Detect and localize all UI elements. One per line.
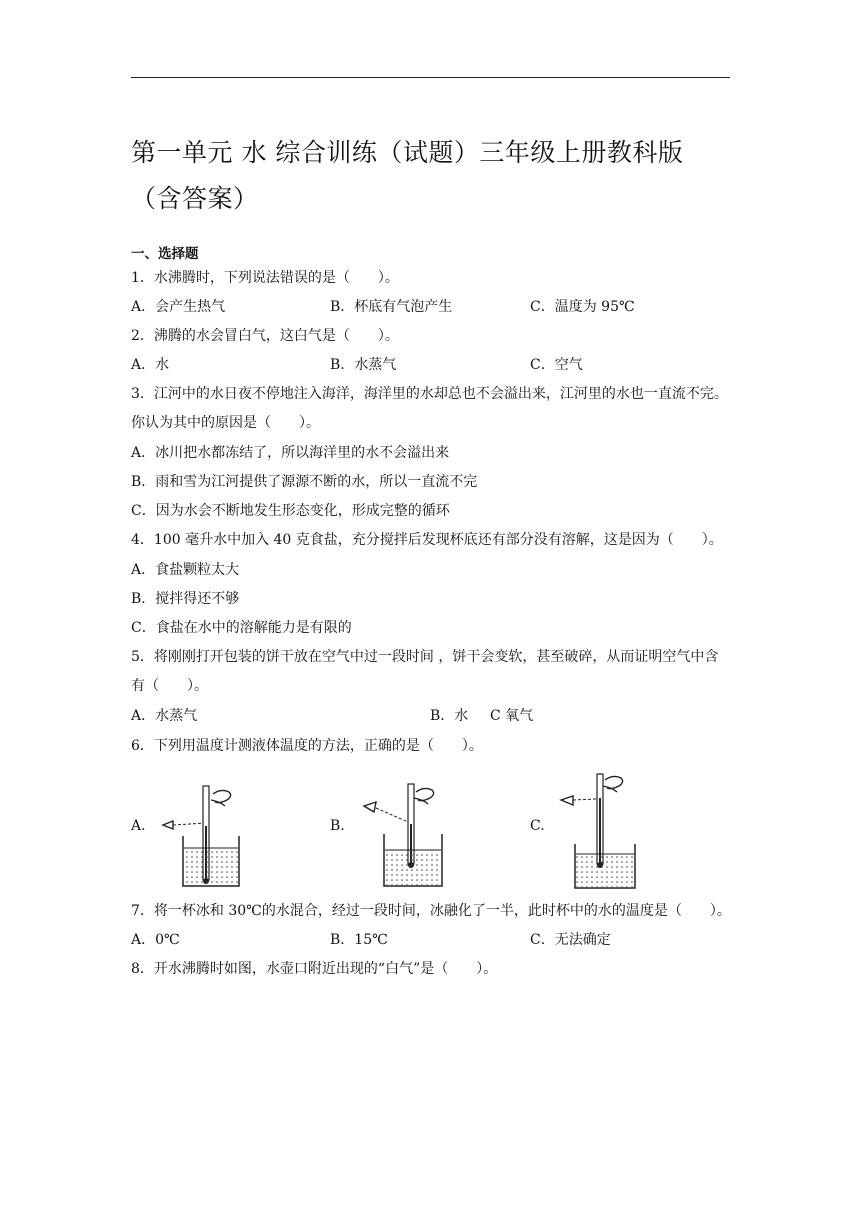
question-3-stem: 3．江河中的水日夜不停地注入海洋，海洋里的水却总也不会溢出来，江河里的水也一直流不完。你认为其中的原因是（ ）。 bbox=[131, 386, 728, 431]
question-6-stem: 6．下列用温度计测液体温度的方法，正确的是（ ）。 bbox=[131, 738, 483, 754]
question-7-stem: 7．将一杯冰和 30℃的水混合，经过一段时间，冰融化了一半，此时杯中的水的温度是（ ）。 bbox=[131, 903, 731, 919]
question-4-option-b: B．搅拌得还不够 bbox=[131, 591, 240, 607]
question-1-stem: 1．水沸腾时，下列说法错误的是（ ）。 bbox=[131, 270, 399, 286]
question-6-label-c: C. bbox=[530, 818, 545, 834]
question-4-option-c: C．食盐在水中的溶解能力是有限的 bbox=[131, 620, 352, 636]
question-5-option-a: A．水蒸气 bbox=[131, 708, 198, 724]
question-3-option-a: A．冰川把水都冻结了，所以海洋里的水不会溢出来 bbox=[131, 445, 450, 461]
question-4-stem: 4．100 毫升水中加入 40 克食盐，充分搅拌后发现杯底还有部分没有溶解，这是因为（ ）。 bbox=[131, 532, 723, 548]
question-7-option-c: C．无法确定 bbox=[530, 932, 611, 948]
question-2-option-b: B．水蒸气 bbox=[330, 357, 397, 373]
question-2-stem: 2．沸腾的水会冒白气，这白气是（ ）。 bbox=[131, 328, 399, 344]
question-6-label-a: A. bbox=[131, 818, 146, 834]
section-heading: 一、选择题 bbox=[131, 246, 199, 262]
question-1-option-a: A．会产生热气 bbox=[131, 299, 226, 315]
question-1-option-b: B．杯底有气泡产生 bbox=[330, 299, 453, 315]
header-rule bbox=[131, 77, 730, 78]
thermometer-figure-a bbox=[155, 780, 245, 890]
question-4-option-a: A．食盐颗粒太大 bbox=[131, 562, 240, 578]
question-5-option-c: C 氧气 bbox=[490, 708, 534, 724]
question-7-option-a: A．0℃ bbox=[131, 932, 180, 948]
question-6-label-b: B. bbox=[330, 818, 345, 834]
question-7-option-b: B．15℃ bbox=[330, 932, 388, 948]
thermometer-figure-b bbox=[360, 778, 450, 890]
question-1-option-c: C．温度为 95℃ bbox=[530, 299, 635, 315]
question-3-option-c: C．因为水会不断地发生形态变化，形成完整的循环 bbox=[131, 503, 450, 519]
page-title: 第一单元 水 综合训练（试题）三年级上册教科版（含答案） bbox=[131, 138, 684, 213]
question-5-stem: 5．将刚刚打开包装的饼干放在空气中过一段时间 ，饼干会变软，甚至破碎，从而证明空气中含有（ ）。 bbox=[131, 649, 719, 694]
thermometer-figure-c bbox=[555, 770, 645, 892]
question-5-option-b: B．水 bbox=[430, 708, 469, 724]
question-2-option-c: C．空气 bbox=[530, 357, 583, 373]
question-8-stem: 8．开水沸腾时如图，水壶口附近出现的“白气”是（ ）。 bbox=[131, 961, 498, 977]
question-3-option-b: B．雨和雪为江河提供了源源不断的水，所以一直流不完 bbox=[131, 474, 478, 490]
question-2-option-a: A．水 bbox=[131, 357, 170, 373]
